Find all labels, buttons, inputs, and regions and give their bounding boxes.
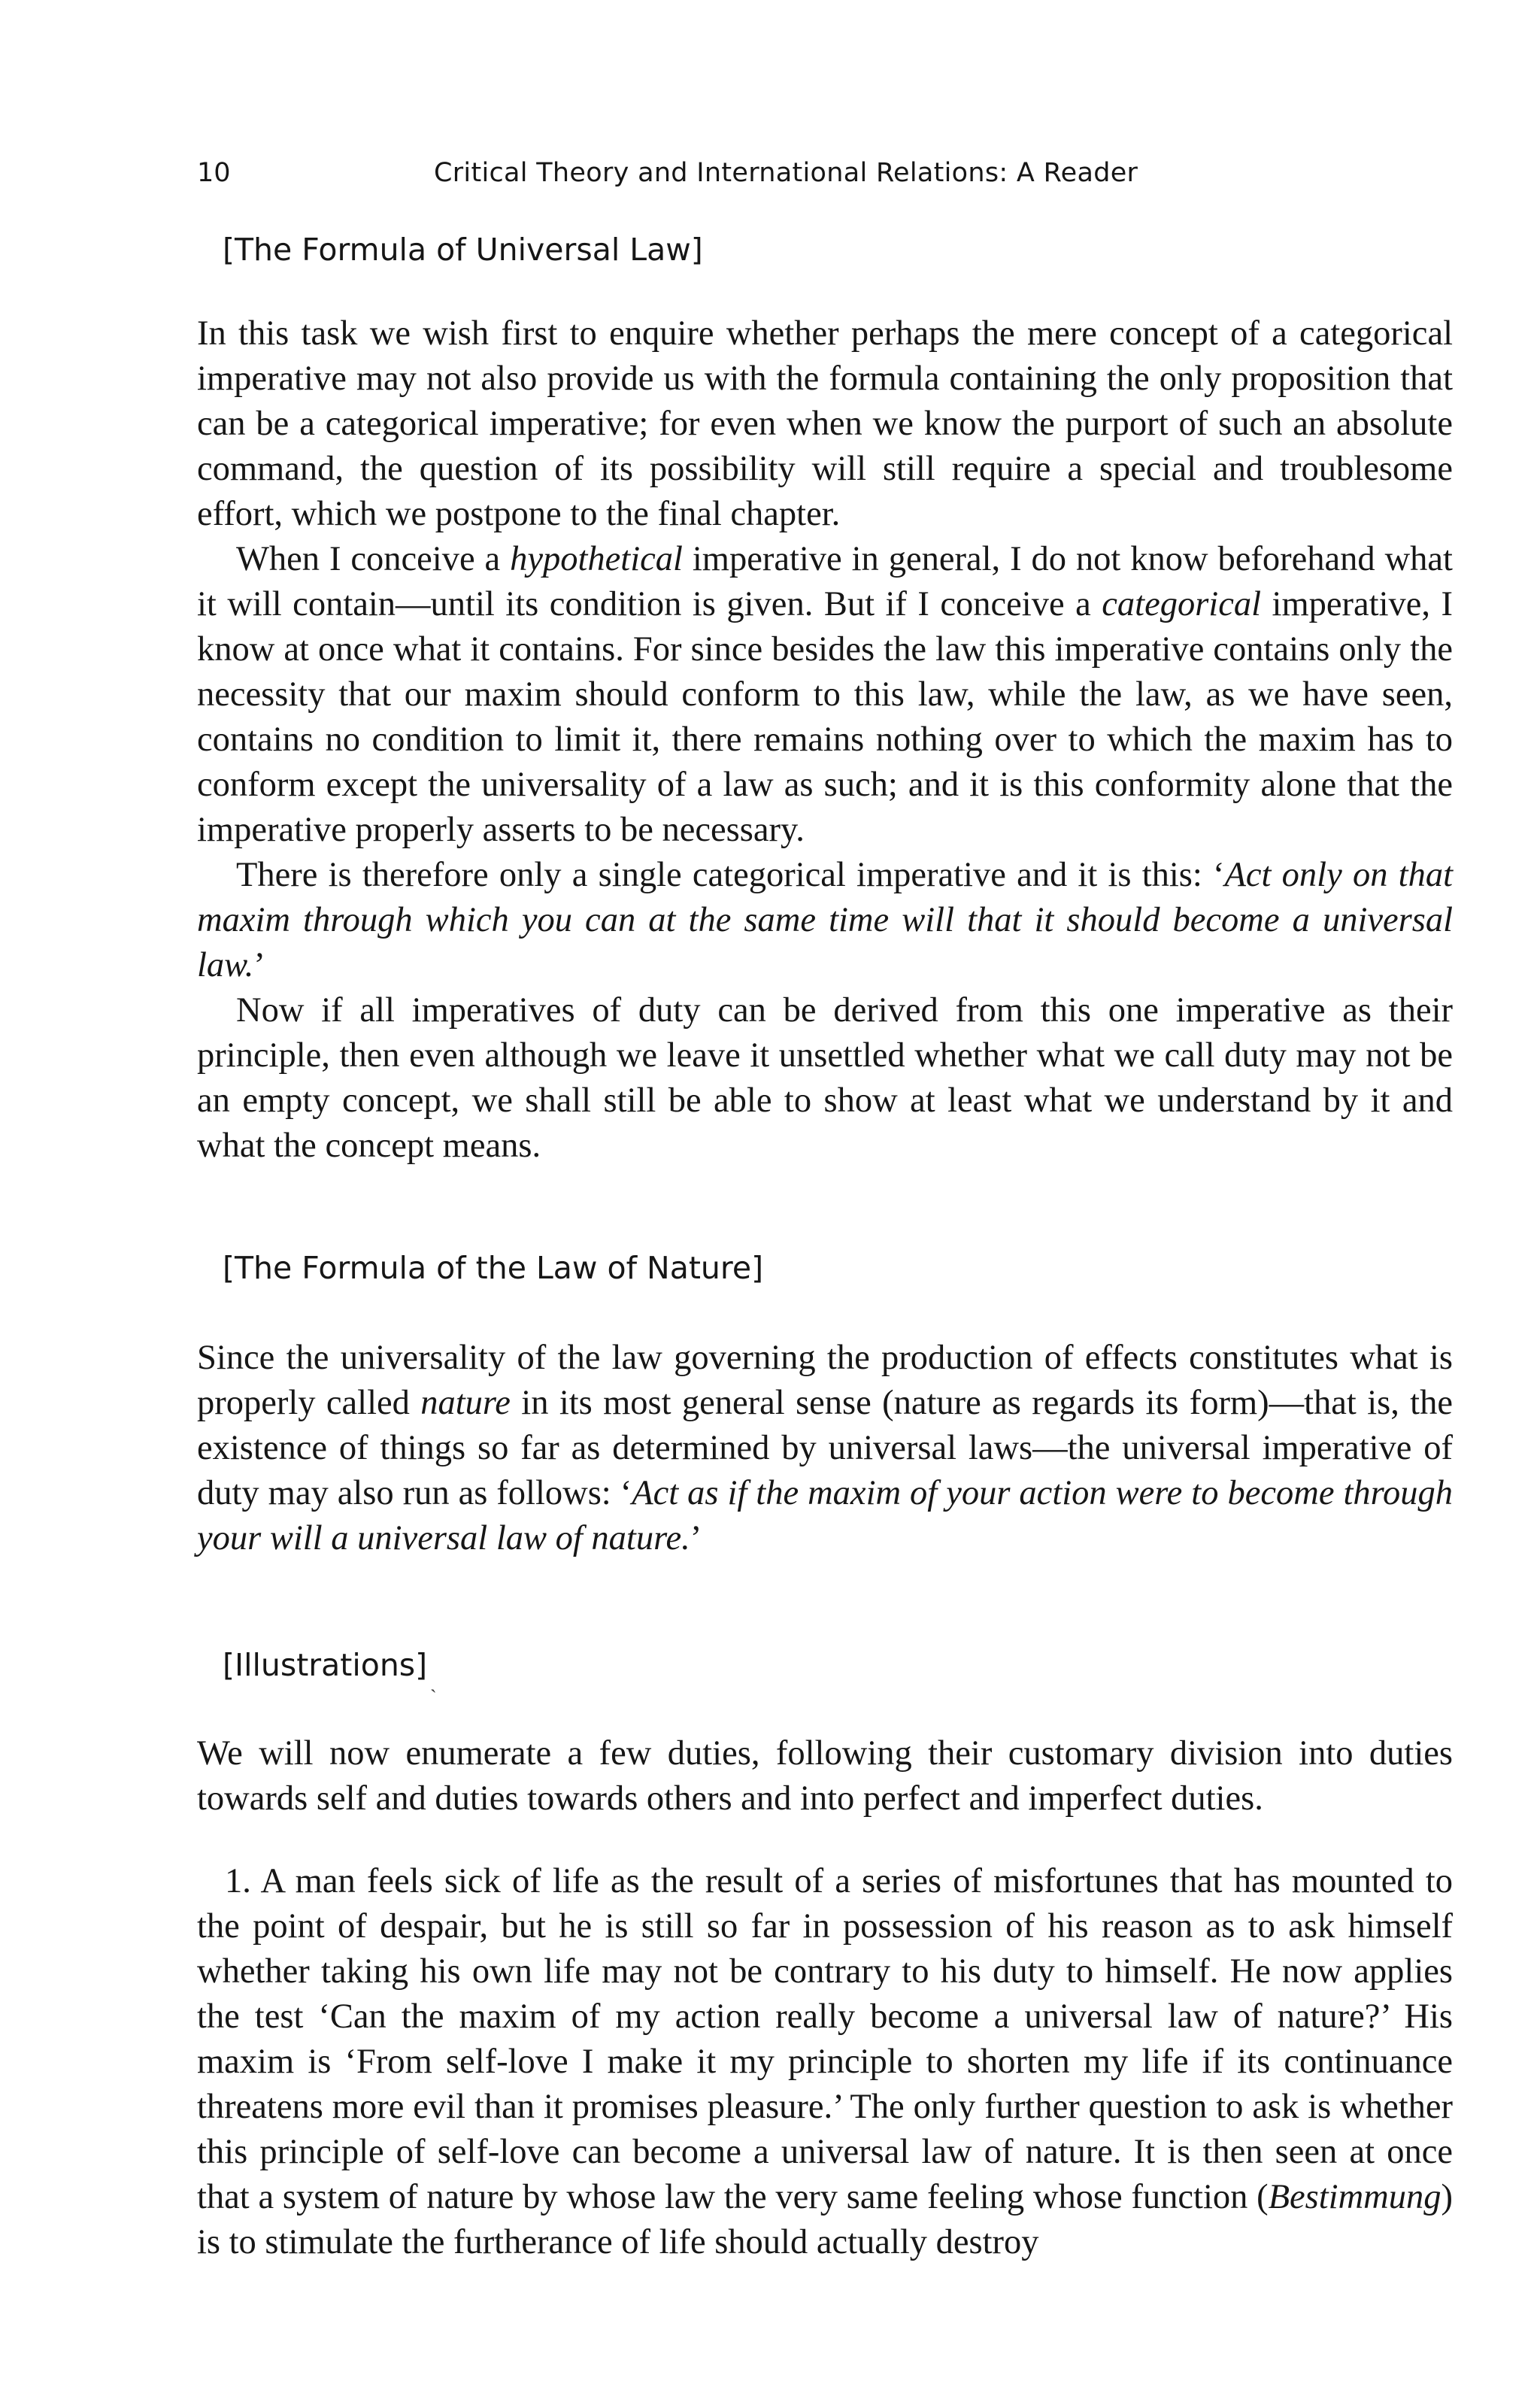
paragraph bbox=[197, 1336, 1453, 1561]
section-intro-illustrations bbox=[197, 1731, 1453, 1821]
section-heading-law-of-nature: [The Formula of the Law of Nature] bbox=[223, 1250, 764, 1286]
emphasis: hypothetical bbox=[510, 540, 683, 578]
book-title: Critical Theory and International Relations: A Reader bbox=[434, 158, 1138, 188]
text-run: ’ bbox=[253, 946, 265, 984]
text-run: imperative in general, I do not know beforehand what it will contain—until its condition is given. But if I conceive a bbox=[197, 540, 1453, 623]
text-run: imperative, I know at once what it contains. For since besides the law this imperative contains only the necessity that our maxim should conform to this law, while the law, as we have seen, contains no condition to limit it, there remains nothing over to which the maxim has to conform except the universality of a law as such; and it is this conformity alone that the imperative properly asserts to be necessary. bbox=[197, 585, 1453, 849]
paragraph bbox=[197, 1859, 1453, 2265]
text-run: When I conceive a bbox=[236, 540, 511, 578]
emphasis: Bestimmung bbox=[1268, 2178, 1441, 2216]
section-heading-illustrations: [Illustrations] bbox=[223, 1647, 428, 1683]
section-body-universal-law bbox=[197, 311, 1453, 1169]
section-body-illustrations bbox=[197, 1859, 1453, 2265]
text-run: 1. A man feels sick of life as the result of a series of misfortunes that has mounted to the point of despair, but he is still so far in possession of his reason as to ask himself whether taking his own life may not be contrary to his duty to himself. He now applies the test ‘Can the maxim of my action really become a universal law of nature?’ His maxim is ‘From self-love I make it my principle to shorten my life if its continuance threatens more evil than it promises pleasure.’ The only further question to ask is whether this principle of self-love can become a universal law of nature. It is then seen at once that a system of nature by whose law the very same feeling whose function ( bbox=[197, 1862, 1453, 2216]
text-run: Since the universality of the law governing the production of effects constitutes what is properly called bbox=[197, 1339, 1453, 1422]
emphasis: Act only on that maxim through which you can at the same time will that it should become a universal law. bbox=[197, 856, 1453, 984]
text-run: in its most general sense (nature as regards its form)—that is, the existence of things so far as determined by universal laws—the universal imperative of duty may also run as follows: ‘ bbox=[197, 1384, 1453, 1512]
page-number: 10 bbox=[197, 158, 231, 188]
paragraph: We will now enumerate a few duties, following their customary division into duties towards self and duties towards others and into perfect and imperfect duties. bbox=[197, 1734, 1453, 1818]
paragraph bbox=[197, 853, 1453, 988]
text-run: ) is to stimulate the furtherance of life should actually destroy bbox=[197, 2178, 1453, 2261]
paragraph: Now if all imperatives of duty can be derived from this one imperative as their principle, then even although we leave it unsettled whether what we call duty may not be an empty concept, we shall still be able to show at least what we understand by it and what the concept means. bbox=[197, 991, 1453, 1165]
text-run: There is therefore only a single categorical imperative and it is this: ‘ bbox=[236, 856, 1225, 894]
text-run: ’ bbox=[690, 1519, 702, 1557]
stray-mark: ˏ bbox=[430, 1671, 437, 1693]
paragraph: In this task we wish first to enquire whether perhaps the mere concept of a categorical imperative may not also provide us with the formula containing the only proposition that can be a categorical imperative; for even when we know the purport of such an absolute command, the question of its possibility will still require a special and troublesome effort, which we postpone to the final chapter. bbox=[197, 314, 1453, 533]
paragraph bbox=[197, 537, 1453, 853]
emphasis: Act as if the maxim of your action were to become through your will a universal law of nature. bbox=[197, 1474, 1453, 1557]
running-head bbox=[197, 150, 1445, 196]
emphasis: categorical bbox=[1102, 585, 1262, 623]
section-body-law-of-nature bbox=[197, 1336, 1453, 1561]
emphasis: nature bbox=[420, 1384, 511, 1422]
section-heading-universal-law: [The Formula of Universal Law] bbox=[223, 232, 703, 268]
